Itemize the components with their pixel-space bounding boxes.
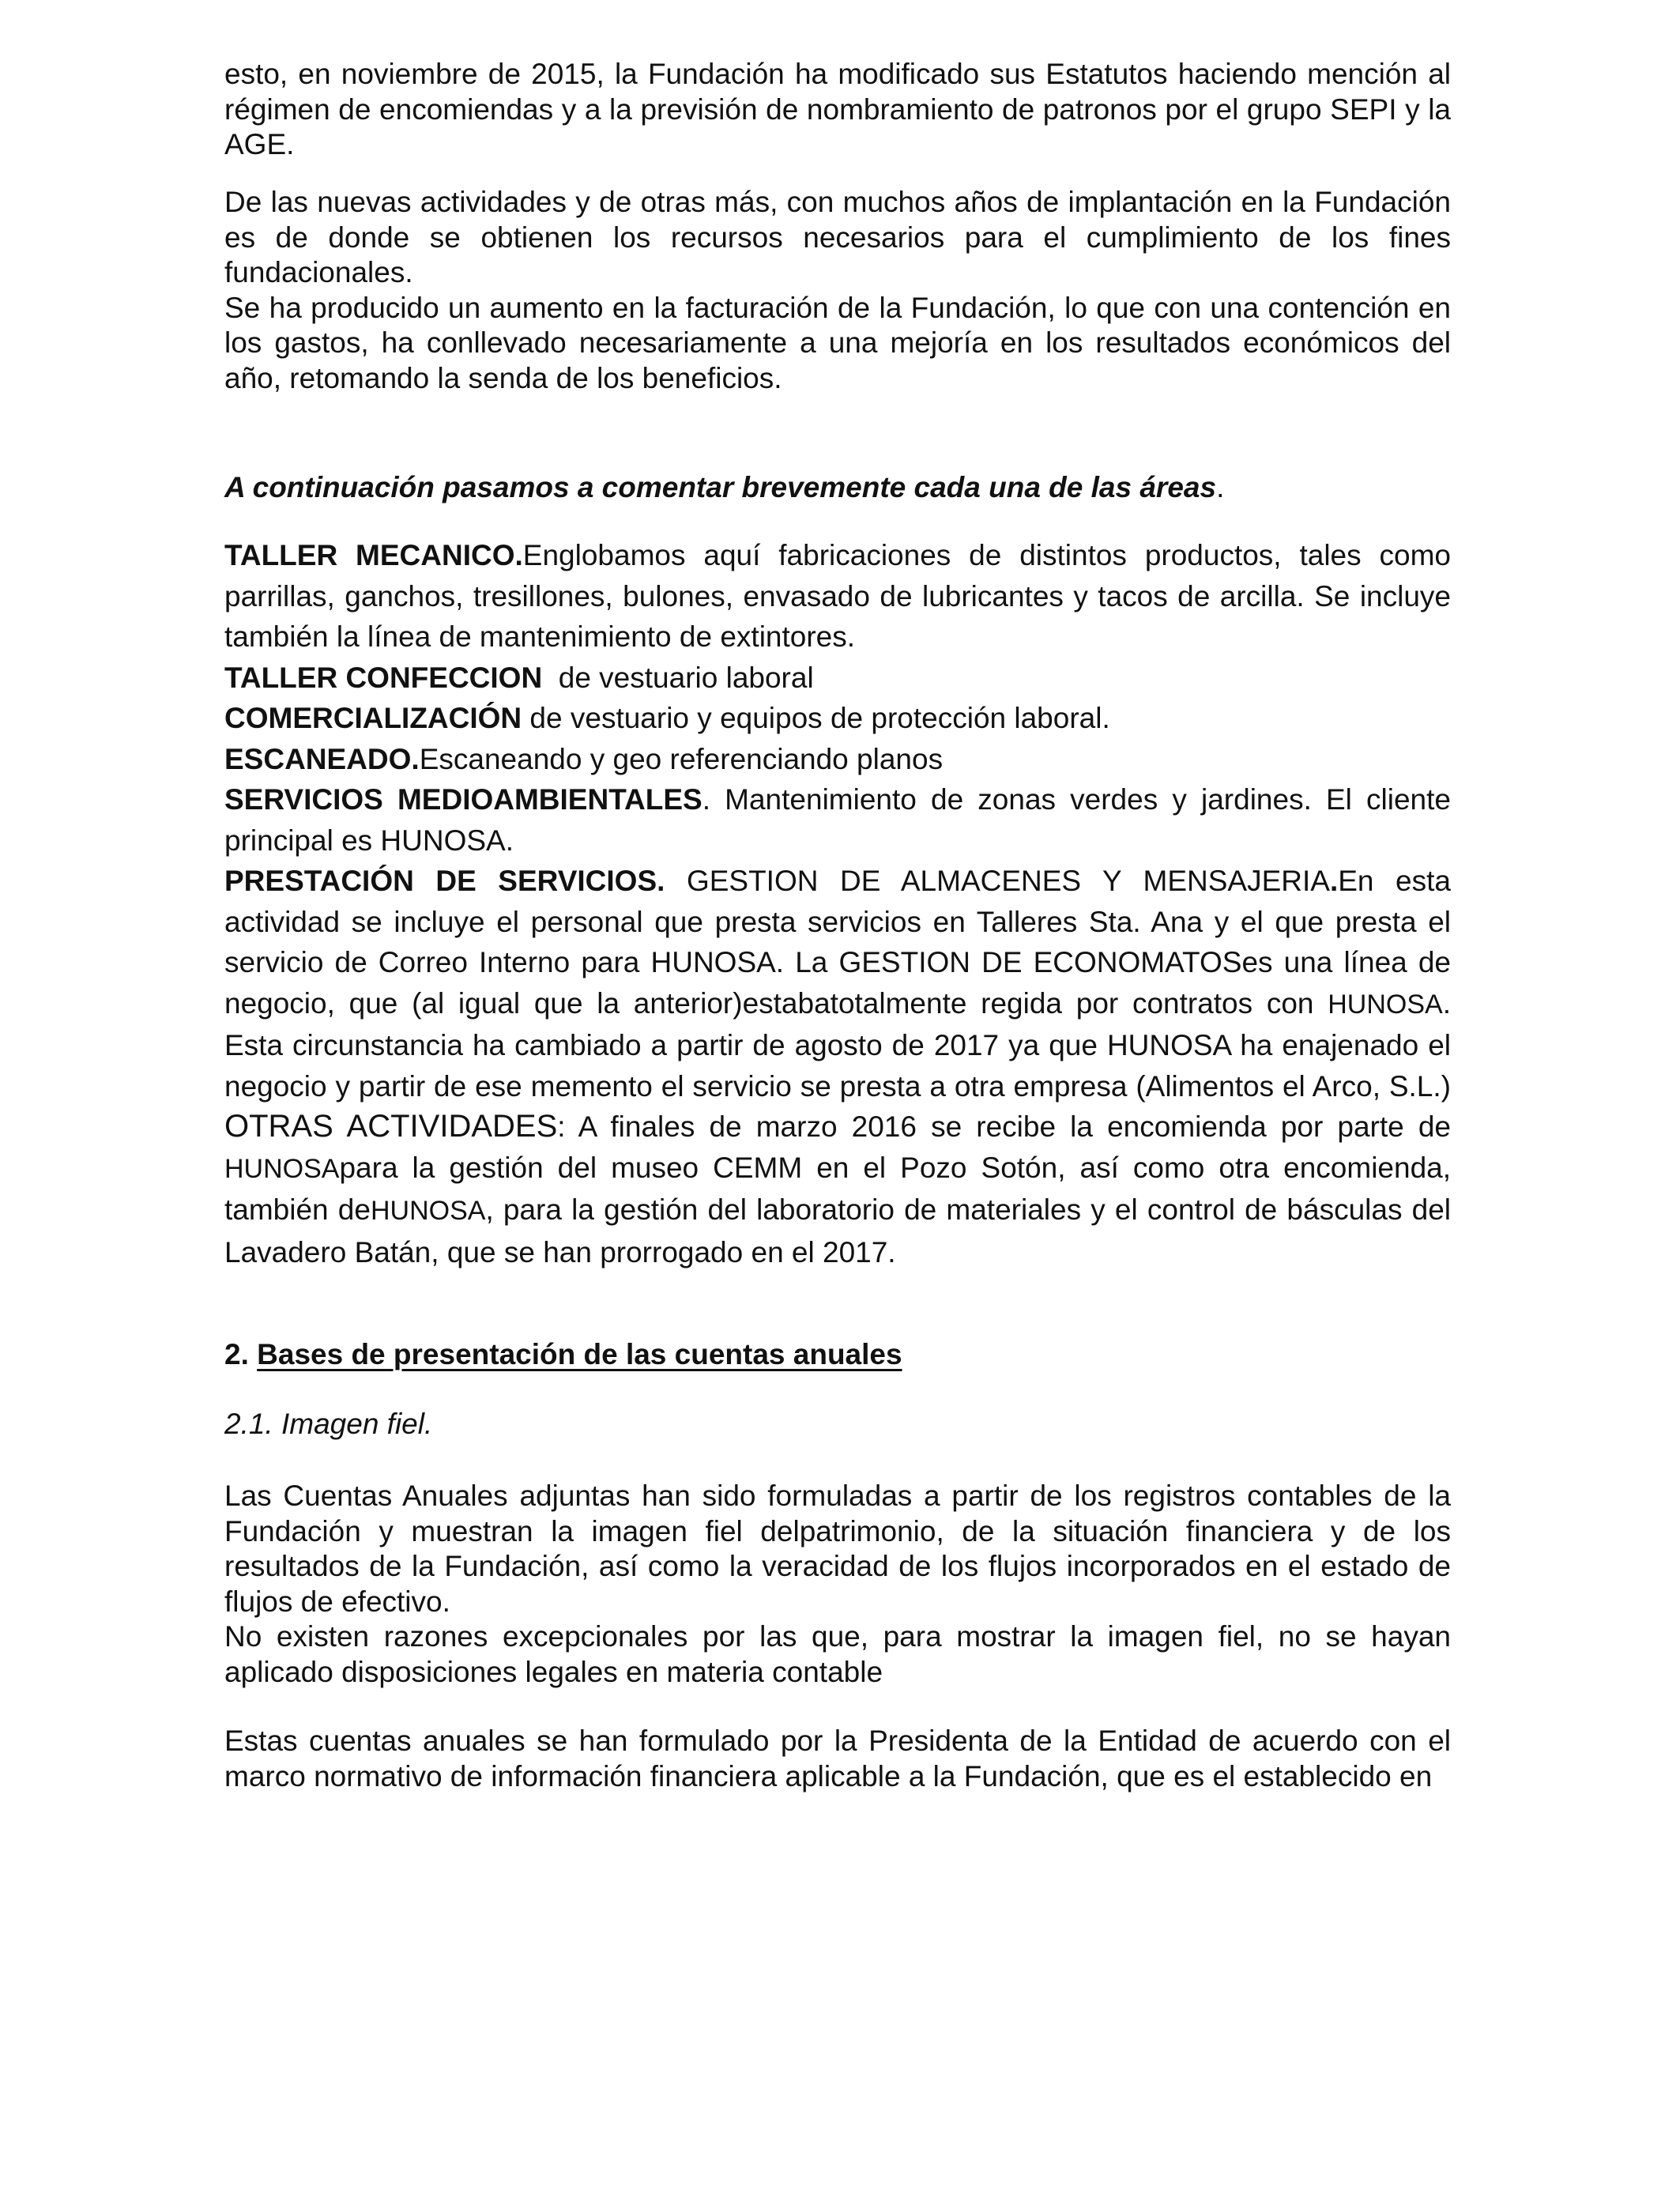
hunosa-text: HUNOSA — [370, 1196, 486, 1226]
subsection-title: 2.1. Imagen fiel. — [224, 1408, 433, 1440]
area-label: SERVICIOS MEDIOAMBIENTALES — [224, 783, 703, 816]
section-number: 2. — [224, 1338, 258, 1370]
areas-heading-text: A continuación pasamos a comentar brevemente cada una de las áreas — [224, 471, 1217, 503]
area-prestacion-servicios — [224, 861, 1451, 1272]
hunosa-text: HUNOSA — [1328, 989, 1443, 1020]
paragraph-cuentas-block — [224, 1479, 1451, 1690]
area-taller-confeccion — [224, 658, 1451, 699]
area-label: TALLER MECANICO. — [224, 539, 523, 571]
area-label: PRESTACIÓN DE SERVICIOS. — [224, 865, 665, 897]
area-taller-mecanico — [224, 535, 1451, 658]
area-label: COMERCIALIZACIÓN — [224, 702, 522, 734]
paragraph-presidenta — [224, 1724, 1451, 1794]
presidenta-text: Estas cuentas anuales se han formulado por la Presidenta de la Entidad de acuerdo con el marco normativo de información financiera aplicable a la Fundación, que es el establecido en — [224, 1725, 1451, 1793]
area-servicios-medioambientales — [224, 779, 1451, 861]
area-text: . Esta circunstancia ha cambiado a partir de agosto de 2017 ya que HUNOSA ha enajenado el negocio y partir de ese memento el servicio se presta a otra empresa (Alimentos el Arco, S.L.) — [224, 986, 1451, 1103]
area-text: de vestuario y equipos de protección laboral. — [522, 702, 1110, 734]
activities-text: De las nuevas actividades y de otras más, con muchos años de implantación en la Fundación es de donde se obtienen los recursos necesarios para el cumplimiento de los fines fundacionales. — [224, 186, 1451, 288]
area-label: ESCANEADO. — [224, 742, 420, 775]
section-2-1-heading — [224, 1407, 1451, 1442]
area-text: , para la gestión del laboratorio de materiales y el control de básculas del Lavadero Batán, que se han prorrogado en el 2017. — [224, 1193, 1451, 1269]
area-text-dot: . — [1329, 865, 1339, 897]
area-comercializacion — [224, 698, 1451, 739]
area-text: . Mantenimiento de zonas verdes y jardines. El cliente principal es HUNOSA. — [224, 783, 1451, 857]
area-text: En esta actividad se incluye el personal que presta servicios en Talleres Sta. Ana y el que presta el servicio de Correo Interno para HUNOSA. La GESTION DE ECONOMATOSes una línea de negocio, que (al igual que la anterior)estabatotalmente regida por contratos con — [224, 865, 1451, 1020]
area-text: para la gestión del museo CEMM en el Pozo Sotón, así como otra encomienda, también de — [224, 1151, 1451, 1226]
paragraph-activities-block — [224, 185, 1451, 396]
section-title: Bases de presentación de las cuentas anuales — [257, 1338, 902, 1370]
billing-text: Se ha producido un aumento en la facturación de la Fundación, lo que con una contención en los gastos, ha conllevado necesariamente a una mejoría en los resultados económicos del año, retomando la senda de los beneficios. — [224, 291, 1451, 394]
area-text: Englobamos aquí fabricaciones de distintos productos, tales como parrillas, ganchos, tresillones, bulones, envasado de lubricantes y tacos de arcilla. Se incluye también la línea de mantenimiento de extintores. — [224, 539, 1451, 653]
area-escaneado — [224, 739, 1451, 780]
area-text: GESTION DE ALMACENES Y MENSAJERIA — [665, 865, 1330, 897]
hunosa-text: HUNOSA — [224, 1153, 340, 1184]
area-text: Escaneando y geo referenciando planos — [419, 742, 944, 775]
otras-actividades-label: OTRAS ACTIVIDADES — [224, 1109, 558, 1144]
razones-text: No existen razones excepcionales por las que, para mostrar la imagen fiel, no se hayan aplicado disposiciones legales en materia contable — [224, 1620, 1451, 1688]
area-text: de vestuario laboral — [542, 661, 814, 694]
paragraph-intro — [224, 57, 1451, 163]
areas-heading — [224, 470, 1451, 506]
area-text: : A finales de marzo 2016 se recibe la encomienda por parte de — [557, 1110, 1451, 1143]
area-label: TALLER CONFECCION — [224, 661, 543, 694]
section-2-heading — [224, 1337, 1451, 1373]
areas-list — [224, 535, 1451, 1272]
intro-text: esto, en noviembre de 2015, la Fundación ha modificado sus Estatutos haciendo mención al régimen de encomiendas y a la previsión de nombramiento de patronos por el grupo SEPI y la AGE. — [224, 58, 1451, 160]
areas-heading-period: . — [1216, 471, 1225, 503]
cuentas-text: Las Cuentas Anuales adjuntas han sido formuladas a partir de los registros contables de la Fundación y muestran la imagen fiel delpatrimonio, de la situación financiera y de los resultados de la Fundación, así como la veracidad de los flujos incorporados en el estado de flujos de efectivo. — [224, 1480, 1451, 1618]
